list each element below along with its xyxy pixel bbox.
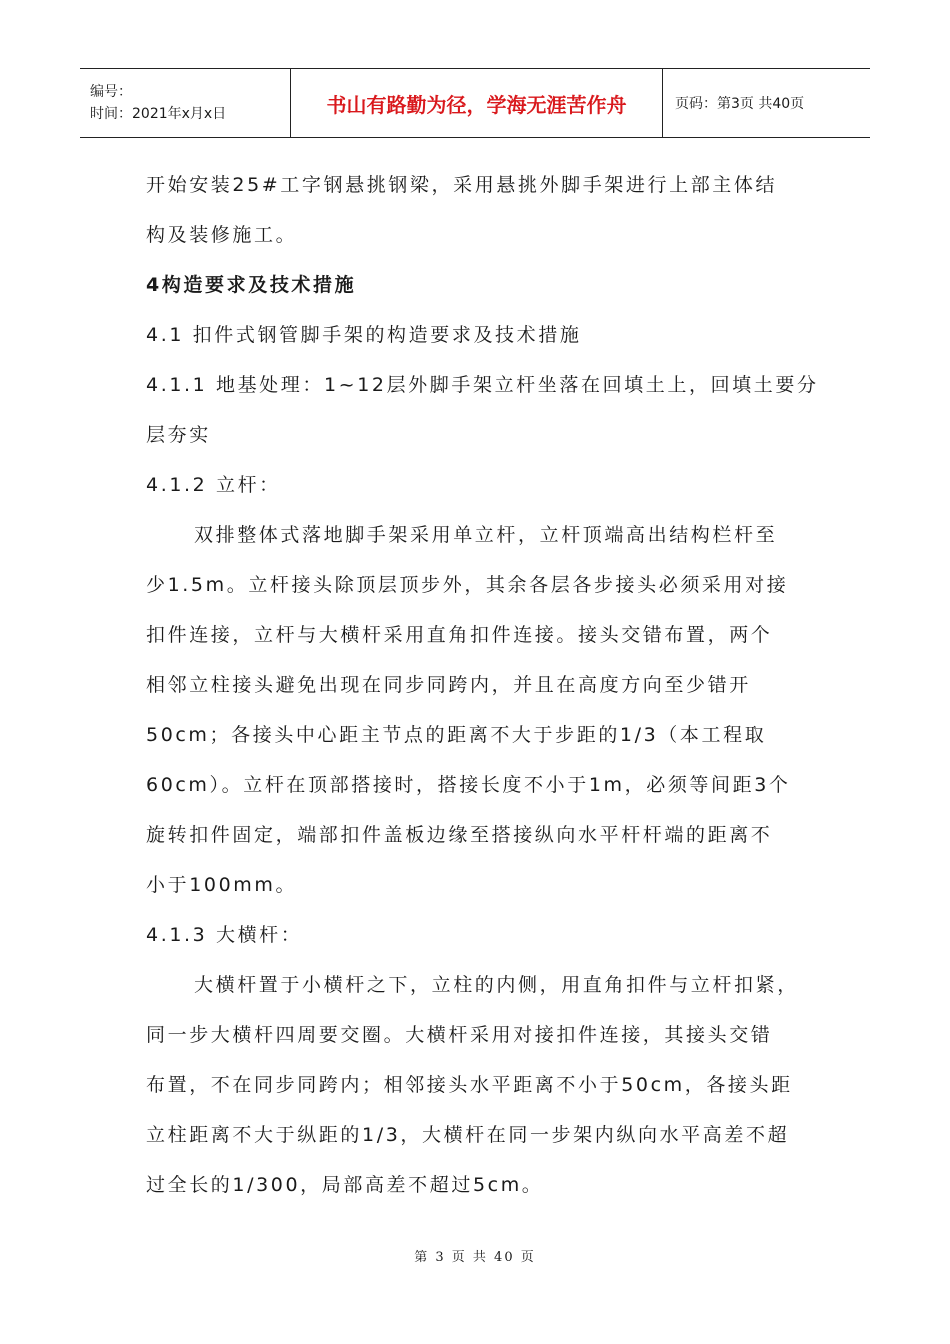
paragraph-line: 扣件连接，立杆与大横杆采用直角扣件连接。接头交错布置，两个 (146, 624, 773, 646)
motto-text: 书山有路勤为径，学海无涯苦作舟 (326, 92, 627, 117)
paragraph-line: 层夯实 (146, 424, 211, 446)
paragraph-line: 双排整体式落地脚手架采用单立杆，立杆顶端高出结构栏杆至 (194, 524, 778, 546)
paragraph-line: 50cm；各接头中心距主节点的距离不大于步距的1/3（本工程取 (146, 724, 767, 746)
paragraph-line: 少1.5m。立杆接头除顶层顶步外，其余各层各步接头必须采用对接 (146, 574, 789, 596)
paragraph-line: 大横杆置于小横杆之下，立柱的内侧，用直角扣件与立杆扣紧， (194, 974, 799, 996)
paragraph-line: 旋转扣件固定，端部扣件盖板边缘至搭接纵向水平杆杆端的距离不 (146, 824, 773, 846)
paragraph-line: 构及装修施工。 (146, 224, 298, 246)
paragraph-line: 60cm）。立杆在顶部搭接时，搭接长度不小于1m，必须等间距3个 (146, 774, 791, 796)
paragraph-line: 同一步大横杆四周要交圈。大横杆采用对接扣件连接，其接头交错 (146, 1024, 773, 1046)
paragraph-line: 4.1.1 地基处理：1~12层外脚手架立杆坐落在回填土上，回填土要分 (146, 374, 819, 396)
paragraph-line: 过全长的1/300，局部高差不超过5cm。 (146, 1174, 544, 1196)
subsection-heading: 4.1.3 大横杆： (146, 924, 303, 946)
document-time: 时间：2021年x月x日 (90, 106, 227, 122)
page-header (80, 68, 870, 138)
document-body (146, 160, 819, 1210)
page-footer (0, 1246, 950, 1265)
section-heading: 4构造要求及技术措施 (146, 274, 357, 296)
footer-page-number: 第 3 页 共 40 页 (414, 1250, 536, 1265)
paragraph-line: 布置，不在同步同跨内；相邻接头水平距离不小于50cm，各接头距 (146, 1074, 793, 1096)
header-meta (80, 69, 290, 137)
paragraph-line: 开始安装25#工字钢悬挑钢梁，采用悬挑外脚手架进行上部主体结 (146, 174, 778, 196)
document-number-label: 编号： (90, 84, 132, 100)
page-info-text: 页码：第3页 共40页 (675, 96, 805, 112)
subsection-heading: 4.1 扣件式钢管脚手架的构造要求及技术措施 (146, 324, 582, 346)
header-page-info (663, 69, 870, 137)
subsection-heading: 4.1.2 立杆： (146, 474, 281, 496)
paragraph-line: 小于100mm。 (146, 874, 298, 896)
paragraph-line: 立柱距离不大于纵距的1/3，大横杆在同一步架内纵向水平高差不超 (146, 1124, 790, 1146)
header-motto (290, 69, 663, 137)
paragraph-line: 相邻立柱接头避免出现在同步同跨内，并且在高度方向至少错开 (146, 674, 751, 696)
